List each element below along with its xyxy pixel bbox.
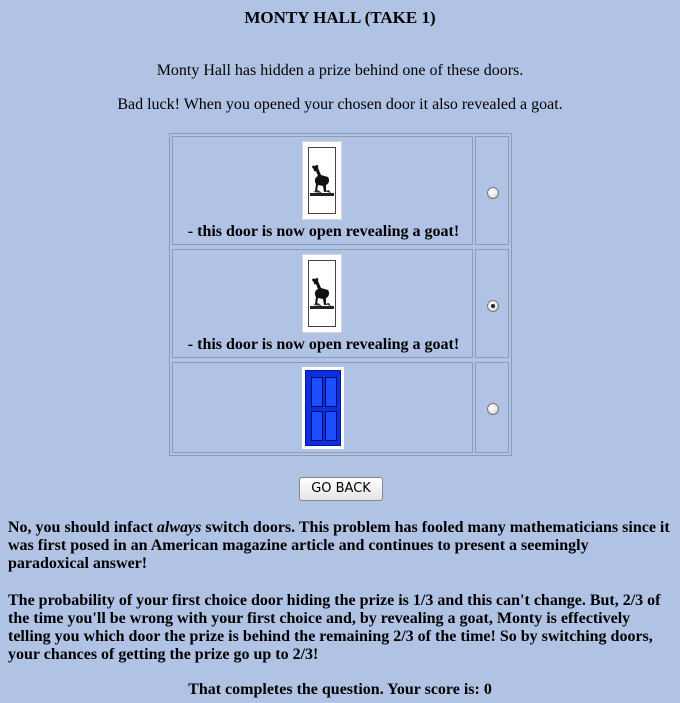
door-row-1 bbox=[170, 134, 511, 247]
explanation-paragraph-2: The probability of your first choice door hiding the prize is 1/3 and this can't change. But, 2/3 of the time you'll be wrong with your first choice and, by revealing a goat, Monty is effectively telling you which door the prize is behind the remaining 2/3 of the time! So by switching doors, your chances of getting the prize go up to 2/3! bbox=[8, 592, 661, 663]
door-cell-3 bbox=[172, 362, 473, 453]
door-2-radio[interactable] bbox=[487, 300, 499, 312]
goat-icon bbox=[309, 162, 335, 200]
intro-line-1: Monty Hall has hidden a prize behind one of these doors. bbox=[156, 62, 524, 79]
door-cell-2 bbox=[172, 249, 473, 358]
door-cell-1 bbox=[172, 136, 473, 245]
radio-cell-3 bbox=[475, 362, 509, 453]
door-3-radio[interactable] bbox=[487, 403, 499, 415]
radio-cell-1 bbox=[475, 136, 509, 245]
door-1-radio[interactable] bbox=[487, 187, 499, 199]
explanation-text: No, you should infact bbox=[8, 519, 157, 536]
score-text: That completes the question. Your score is: 0 bbox=[188, 681, 492, 698]
door-caption-2: - this door is now open revealing a goat! bbox=[187, 336, 460, 353]
open-door-goat-image bbox=[302, 254, 342, 333]
page-title: MONTY HALL (TAKE 1) bbox=[244, 8, 436, 27]
open-door-goat-image bbox=[302, 141, 342, 220]
door-row-2 bbox=[170, 247, 511, 360]
explanation-paragraph-1 bbox=[8, 519, 672, 573]
radio-cell-2 bbox=[475, 249, 509, 358]
closed-door-icon[interactable] bbox=[302, 367, 344, 449]
door-row-3 bbox=[170, 360, 511, 455]
explanation-text: switch doors. This problem has fooled many mathematicians since it was first posed in an American magazine article and continues to present a seemingly paradoxical answer! bbox=[8, 519, 670, 572]
door-caption-1: - this door is now open revealing a goat! bbox=[187, 223, 460, 240]
go-back-button[interactable]: GO BACK bbox=[299, 477, 383, 501]
emphasis-text: always bbox=[156, 519, 202, 536]
goat-icon bbox=[309, 275, 335, 313]
intro-line-2: Bad luck! When you opened your chosen door it also revealed a goat. bbox=[117, 96, 563, 113]
door-table bbox=[169, 133, 512, 456]
